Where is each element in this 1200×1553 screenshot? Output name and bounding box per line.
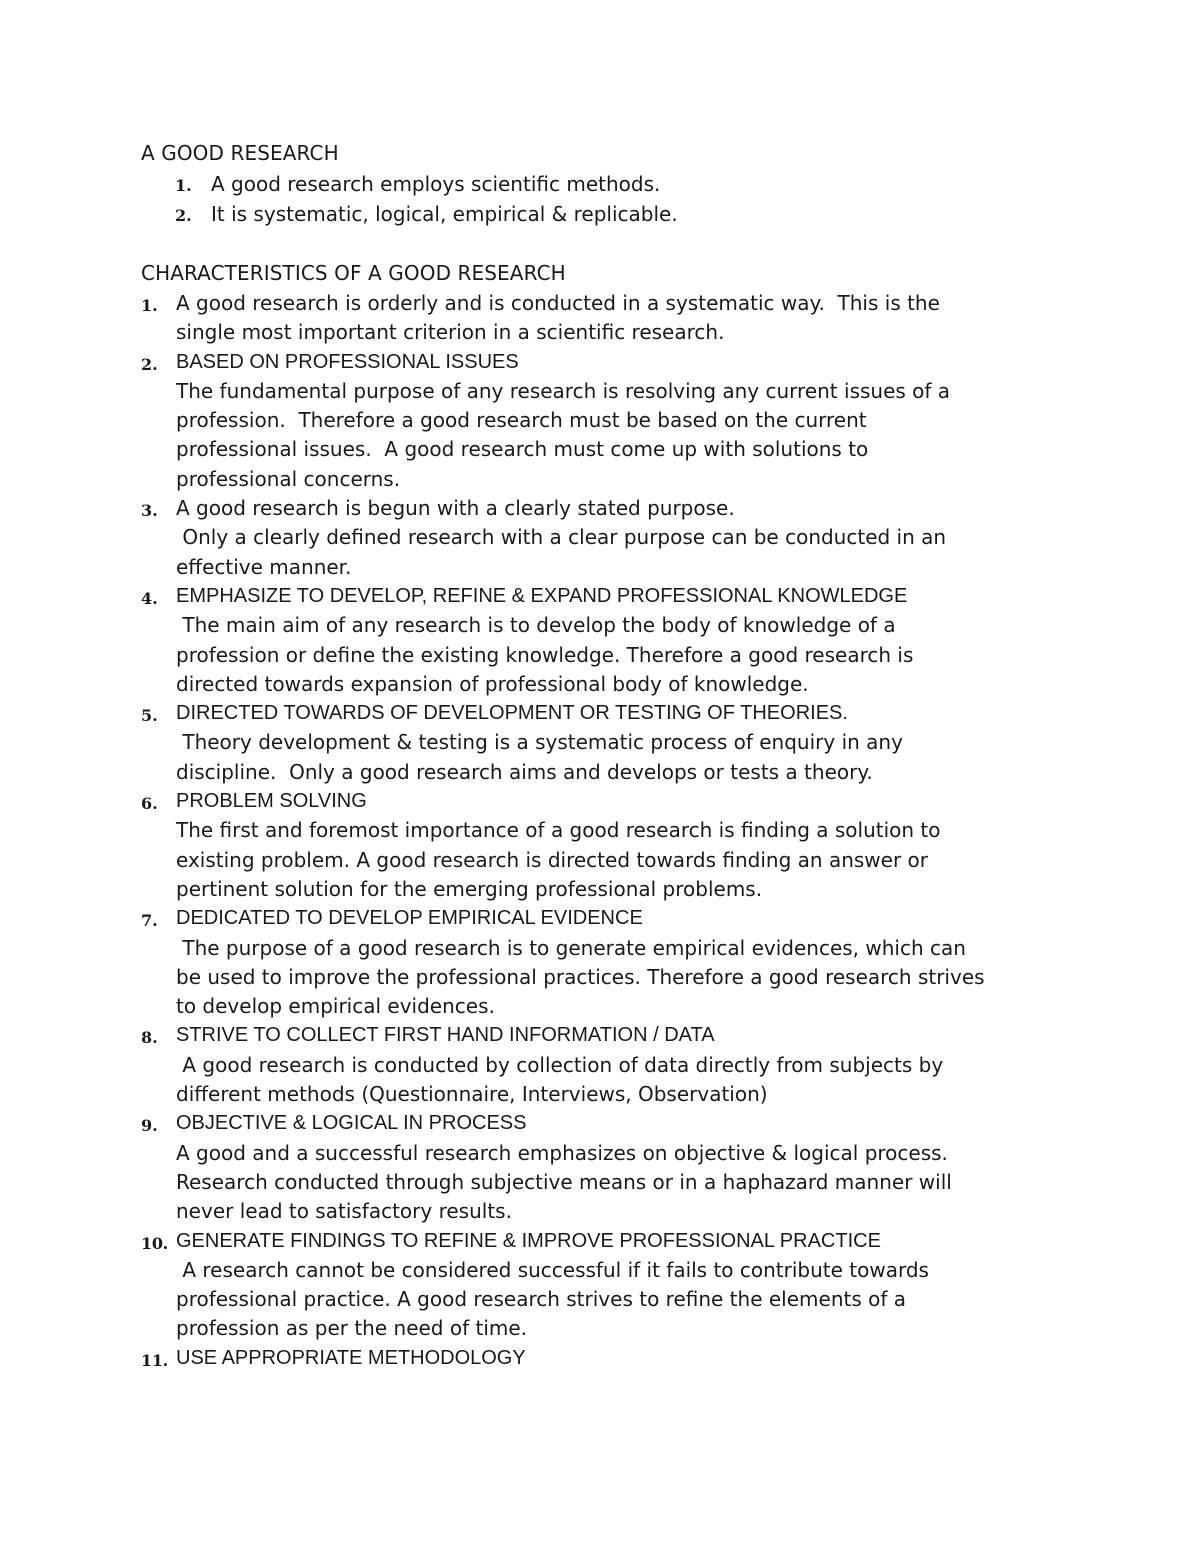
list-number: 8. — [141, 1028, 158, 1048]
characteristic-text-line: The first and foremost importance of a good research is finding a solution to — [176, 818, 941, 843]
characteristic-heading: GENERATE FINDINGS TO REFINE & IMPROVE PROFESSIONAL PRACTICE — [176, 1229, 881, 1252]
list-item — [0, 169, 1011, 199]
characteristic-text-line: profession or define the existing knowledge. Therefore a good research is — [176, 642, 914, 667]
list-item — [0, 289, 1056, 348]
list-number: 10. — [141, 1233, 168, 1253]
characteristic-text-line: A good and a successful research emphasizes on objective & logical process. — [176, 1140, 948, 1165]
list-number: 1. — [175, 176, 192, 195]
list-number: 5. — [141, 706, 158, 726]
characteristic-text-line: different methods (Questionnaire, Interviews, Observation) — [176, 1082, 768, 1107]
characteristic-heading: DIRECTED TOWARDS OF DEVELOPMENT OR TESTING OF THEORIES. — [176, 702, 848, 725]
characteristic-text-line: never lead to satisfactory results. — [176, 1199, 512, 1224]
characteristic-text-line: existing problem. A good research is directed towards finding an answer or — [176, 847, 929, 872]
characteristic-text-line: professional practice. A good research strives to refine the elements of a — [176, 1287, 906, 1312]
list-item — [0, 1227, 1056, 1344]
characteristic-text-line: A good research is begun with a clearly stated purpose. — [176, 496, 735, 521]
list-item — [0, 582, 1056, 699]
characteristic-text-line: discipline. Only a good research aims and develops or tests a theory. — [176, 759, 873, 784]
characteristic-text-line: A research cannot be considered successful if it fails to contribute towards — [176, 1257, 929, 1282]
list-item — [0, 494, 1056, 582]
section-title: CHARACTERISTICS OF A GOOD RESEARCH — [141, 261, 566, 285]
characteristic-heading: STRIVE TO COLLECT FIRST HAND INFORMATION / DATA — [176, 1024, 715, 1047]
characteristic-text-line: single most important criterion in a scientific research. — [176, 320, 725, 345]
characteristic-text-line: Only a clearly defined research with a clear purpose can be conducted in an — [176, 525, 947, 550]
list-item — [0, 787, 1056, 904]
characteristic-text-line: The fundamental purpose of any research is resolving any current issues of a — [176, 378, 951, 403]
characteristic-text-line: directed towards expansion of professional body of knowledge. — [176, 671, 809, 696]
list-number: 9. — [141, 1116, 158, 1136]
characteristic-heading: DEDICATED TO DEVELOP EMPIRICAL EVIDENCE — [176, 907, 643, 930]
characteristic-text-line: The purpose of a good research is to generate empirical evidences, which can — [176, 935, 966, 960]
characteristic-text-line: A good research is conducted by collection of data directly from subjects by — [176, 1052, 944, 1077]
characteristic-text-line: professional issues. A good research must come up with solutions to — [176, 437, 869, 462]
characteristic-heading: BASED ON PROFESSIONAL ISSUES — [176, 350, 519, 373]
characteristic-text-line: be used to improve the professional practices. Therefore a good research strives — [176, 964, 985, 989]
list-item — [0, 1021, 1056, 1109]
characteristic-text-line: Theory development & testing is a systematic process of enquiry in any — [176, 730, 903, 755]
list-item-text: It is systematic, logical, empirical & replicable. — [211, 202, 678, 226]
list-number: 2. — [175, 206, 192, 225]
characteristic-heading: USE APPROPRIATE METHODOLOGY — [176, 1346, 526, 1369]
characteristic-text-line: The main aim of any research is to develop the body of knowledge of a — [176, 613, 896, 638]
characteristic-text-line: profession. Therefore a good research must be based on the current — [176, 408, 867, 433]
characteristic-heading: OBJECTIVE & LOGICAL IN PROCESS — [176, 1112, 527, 1135]
list-number: 4. — [141, 588, 158, 608]
list-item — [0, 904, 1056, 1021]
list-item-text: A good research employs scientific methods. — [211, 172, 661, 196]
characteristic-text-line: profession as per the need of time. — [176, 1316, 528, 1341]
characteristic-heading: PROBLEM SOLVING — [176, 790, 367, 813]
characteristic-text-line: effective manner. — [176, 554, 352, 579]
characteristic-text-line: A good research is orderly and is conducted in a systematic way. This is the — [176, 291, 940, 315]
list-item — [0, 699, 1056, 787]
list-number: 3. — [141, 501, 158, 521]
characteristic-heading: EMPHASIZE TO DEVELOP, REFINE & EXPAND PROFESSIONAL KNOWLEDGE — [176, 584, 908, 607]
characteristics-list — [0, 289, 1056, 1373]
list-item — [0, 199, 1011, 229]
characteristic-text-line: to develop empirical evidences. — [176, 994, 495, 1019]
list-number: 1. — [141, 296, 158, 315]
list-number: 6. — [141, 794, 158, 814]
characteristic-text-line: professional concerns. — [176, 466, 401, 491]
document-title: A GOOD RESEARCH — [141, 141, 339, 165]
intro-list — [0, 169, 1011, 229]
characteristic-text-line: Research conducted through subjective means or in a haphazard manner will — [176, 1169, 952, 1194]
list-number: 2. — [141, 354, 158, 374]
list-item — [0, 1344, 1056, 1373]
characteristic-text-line: pertinent solution for the emerging professional problems. — [176, 876, 763, 901]
list-number: 7. — [141, 911, 158, 931]
list-number: 11. — [141, 1350, 168, 1370]
list-item — [0, 348, 1056, 494]
list-item — [0, 1109, 1056, 1226]
